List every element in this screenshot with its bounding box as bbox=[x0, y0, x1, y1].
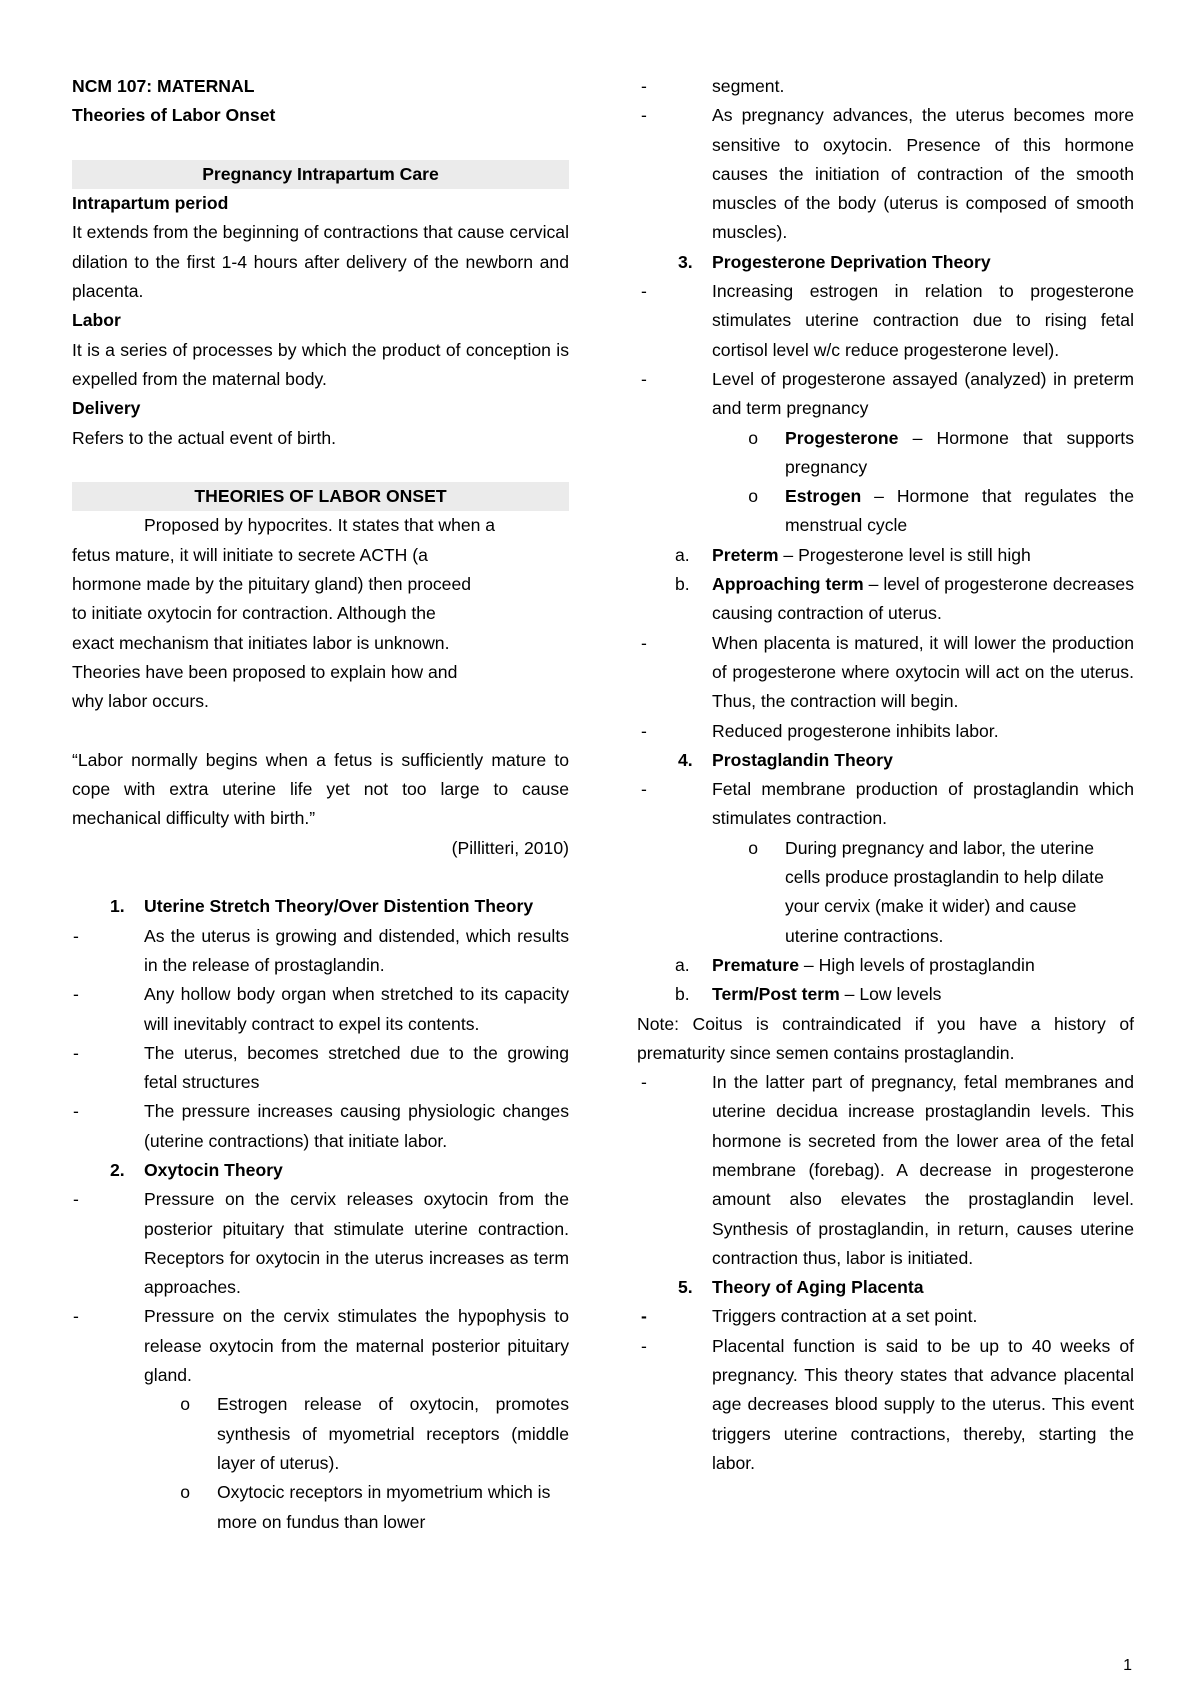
alpha-def: – Progesterone level is still high bbox=[778, 544, 1031, 565]
bullet: - Any hollow body organ when stretched to its capacity will inevitably contract to expel its contents. bbox=[72, 980, 569, 1039]
sub-term: Estrogen bbox=[785, 486, 862, 507]
theory-title: Uterine Stretch Theory/Over Distention Theory bbox=[144, 896, 534, 917]
dash-marker: - bbox=[641, 632, 647, 653]
course-title: NCM 107: MATERNAL bbox=[72, 76, 255, 96]
dash-marker: - bbox=[641, 76, 647, 96]
bullet: - Increasing estrogen in relation to progesterone stimulates uterine contraction due to rising fetal cortisol level w/c reduce progesterone level). bbox=[640, 277, 1134, 365]
bullet: - In the latter part of pregnancy, fetal membranes and uterine decidua increase prostaglandin levels. This hormone is secreted from the lower area of the fetal membrane (forebag). A decrease in progesterone amount also elevates the prostaglandin level. Synthesis of prostaglandin, in return, causes uterine contraction thus, labor is initiated. bbox=[640, 1068, 1134, 1273]
intro-line: fetus mature, it will initiate to secrete ACTH (a bbox=[72, 544, 428, 565]
alpha-term: Term/Post term bbox=[712, 984, 840, 1005]
alpha-def: – level of progesterone decreases causing contraction of uterus. bbox=[712, 574, 1135, 624]
alpha-item bbox=[640, 980, 1134, 1009]
dash-marker: - bbox=[641, 1072, 647, 1093]
bullet: - When placenta is matured, it will lower the production of progesterone where oxytocin will act on the uterus. Thus, the contraction will begin. bbox=[640, 629, 1134, 717]
def-intrapartum: It extends from the beginning of contractions that cause cervical dilation to the first 1-4 hours after delivery of the newborn and placenta. bbox=[72, 222, 569, 302]
alpha-letter: b. bbox=[675, 984, 690, 1005]
intro-paragraph bbox=[72, 511, 569, 716]
bullet: - As pregnancy advances, the uterus becomes more sensitive to oxytocin. Presence of this hormone causes the initiation of contraction of the smooth muscles of the body (uterus is composed of smooth muscles). bbox=[640, 101, 1134, 247]
bullet: - Pressure on the cervix stimulates the hypophysis to release oxytocin from the maternal posterior pituitary gland. bbox=[72, 1302, 569, 1390]
dash-marker: - bbox=[73, 1101, 79, 1122]
dash-marker: - bbox=[73, 984, 79, 1005]
bullet-continued: - segment. bbox=[640, 72, 1134, 101]
intro-line: to initiate oxytocin for contraction. Although the bbox=[72, 603, 436, 624]
dash-marker: - bbox=[641, 105, 647, 126]
alpha-letter: a. bbox=[675, 544, 690, 565]
theory-heading bbox=[72, 892, 569, 921]
theory-number: 1. bbox=[110, 896, 125, 917]
theory-title: Theory of Aging Placenta bbox=[712, 1277, 924, 1298]
left-column bbox=[72, 72, 569, 1537]
bullet: - Fetal membrane production of prostaglandin which stimulates contraction. bbox=[640, 775, 1134, 834]
theory-heading bbox=[72, 1156, 569, 1185]
page-number: 1 bbox=[1123, 1657, 1132, 1674]
bullet: - Triggers contraction at a set point. bbox=[640, 1302, 1134, 1331]
sub-bullet: o During pregnancy and labor, the uterine cells produce prostaglandin to help dilate your cervix (make it wider) and cause uterine contractions. bbox=[640, 834, 1134, 951]
citation: (Pillitteri, 2010) bbox=[451, 837, 569, 858]
bullet: - The uterus, becomes stretched due to the growing fetal structures bbox=[72, 1039, 569, 1098]
theory-heading bbox=[640, 248, 1134, 277]
term-delivery: Delivery bbox=[72, 398, 141, 419]
spacer bbox=[72, 863, 569, 892]
note: Note: Coitus is contraindicated if you have a history of prematurity since semen contains prostaglandin. bbox=[637, 1013, 1134, 1063]
sub-def: – Hormone that regulates the menstrual cycle bbox=[785, 486, 1134, 536]
bullet: - As the uterus is growing and distended, which results in the release of prostaglandin. bbox=[72, 922, 569, 981]
bullet: - The pressure increases causing physiologic changes (uterine contractions) that initiate labor. bbox=[72, 1097, 569, 1156]
intro-line: why labor occurs. bbox=[72, 691, 209, 712]
theory-number: 5. bbox=[678, 1277, 693, 1298]
term-labor: Labor bbox=[72, 310, 121, 331]
dash-marker: - bbox=[641, 720, 647, 741]
alpha-item bbox=[640, 541, 1134, 570]
quote: “Labor normally begins when a fetus is sufficiently mature to cope with extra uterine life yet not too large to cause mechanical difficulty with birth.” bbox=[72, 749, 569, 829]
intro-line: Proposed by hypocrites. It states that when a bbox=[144, 515, 496, 536]
theory-heading bbox=[640, 1273, 1134, 1302]
sub-def: – Hormone that supports pregnancy bbox=[785, 427, 1134, 477]
bullet: - Placental function is said to be up to 40 weeks of pregnancy. This theory states that advance placental age decreases blood supply to the uterus. This event triggers uterine contractions, thereby, starting the labor. bbox=[640, 1332, 1134, 1478]
section-heading-theories: THEORIES OF LABOR ONSET bbox=[72, 482, 569, 511]
bullet: - Pressure on the cervix releases oxytocin from the posterior pituitary that stimulate uterine contraction. Receptors for oxytocin in the uterus increases as term approaches. bbox=[72, 1185, 569, 1302]
alpha-item bbox=[640, 570, 1134, 629]
bullet: - Level of progesterone assayed (analyzed) in preterm and term pregnancy bbox=[640, 365, 1134, 424]
topic-title: Theories of Labor Onset bbox=[72, 105, 276, 126]
theory-title: Progesterone Deprivation Theory bbox=[712, 251, 991, 272]
dash-marker: - bbox=[73, 1042, 79, 1063]
sub-bullet bbox=[640, 424, 1134, 483]
circle-marker: o bbox=[748, 486, 758, 507]
theory-number: 2. bbox=[110, 1159, 125, 1180]
alpha-term: Premature bbox=[712, 954, 800, 975]
sub-bullet: o Estrogen release of oxytocin, promotes synthesis of myometrial receptors (middle layer of uterus). bbox=[72, 1390, 569, 1478]
dash-marker: - bbox=[641, 368, 647, 389]
alpha-def: – High levels of prostaglandin bbox=[799, 954, 1035, 975]
sub-bullet: o Oxytocic receptors in myometrium which is more on fundus than lower bbox=[72, 1478, 569, 1537]
sub-term: Progesterone bbox=[785, 427, 899, 448]
theory-title: Prostaglandin Theory bbox=[712, 749, 893, 770]
dash-marker: - bbox=[73, 925, 79, 946]
alpha-term: Preterm bbox=[712, 544, 779, 565]
circle-marker: o bbox=[748, 427, 758, 448]
right-column bbox=[637, 72, 1135, 1478]
alpha-letter: a. bbox=[675, 954, 690, 975]
theory-number: 3. bbox=[678, 251, 693, 272]
circle-marker: o bbox=[180, 1482, 190, 1503]
theory-number: 4. bbox=[678, 749, 693, 770]
def-labor: It is a series of processes by which the product of conception is expelled from the maternal body. bbox=[72, 339, 569, 389]
alpha-term: Approaching term bbox=[712, 574, 864, 595]
def-delivery: Refers to the actual event of birth. bbox=[72, 427, 337, 448]
dash-marker: - bbox=[641, 1306, 647, 1327]
alpha-def: – Low levels bbox=[839, 984, 942, 1005]
section-heading-intrapartum: Pregnancy Intrapartum Care bbox=[72, 160, 569, 189]
bullet: - Reduced progesterone inhibits labor. bbox=[640, 717, 1134, 746]
circle-marker: o bbox=[180, 1394, 190, 1415]
spacer bbox=[72, 717, 569, 746]
dash-marker: - bbox=[73, 1189, 79, 1210]
intro-line: exact mechanism that initiates labor is unknown. bbox=[72, 632, 450, 653]
term-intrapartum: Intrapartum period bbox=[72, 193, 229, 214]
dash-marker: - bbox=[641, 281, 647, 302]
dash-marker: - bbox=[641, 779, 647, 800]
intro-line: hormone made by the pituitary gland) then proceed bbox=[72, 574, 472, 595]
theory-heading bbox=[640, 746, 1134, 775]
dash-marker: - bbox=[641, 1335, 647, 1356]
dash-marker: - bbox=[73, 1306, 79, 1327]
intro-line: Theories have been proposed to explain how and bbox=[72, 661, 458, 682]
theory-title: Oxytocin Theory bbox=[144, 1159, 283, 1180]
alpha-item bbox=[640, 951, 1134, 980]
sub-bullet bbox=[640, 482, 1134, 541]
circle-marker: o bbox=[748, 837, 758, 858]
alpha-letter: b. bbox=[675, 574, 690, 595]
